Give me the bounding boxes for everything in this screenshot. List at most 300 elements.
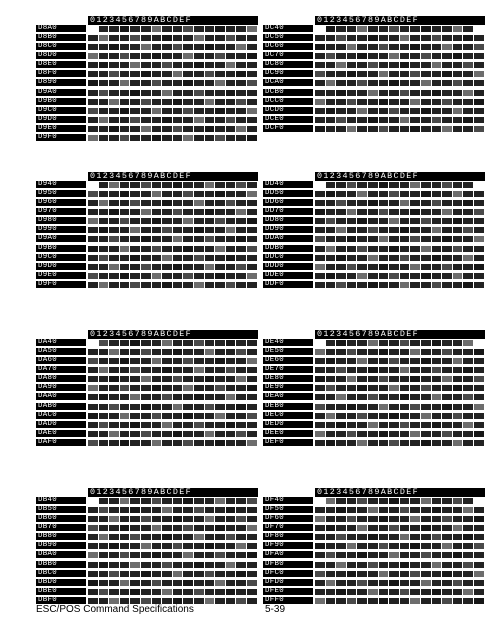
glyph-row (315, 440, 485, 446)
glyph-cell (109, 534, 119, 540)
glyph-cell (421, 273, 431, 279)
glyph-cell (226, 71, 236, 77)
glyph-cell (236, 227, 246, 233)
glyph-cell (215, 126, 225, 132)
glyph-row (88, 525, 258, 531)
glyph-cell (205, 209, 215, 215)
glyph-cell (453, 282, 463, 288)
glyph-cell (162, 99, 172, 105)
glyph-cell (173, 349, 183, 355)
glyph-cell (357, 571, 367, 577)
glyph-row (88, 53, 258, 59)
glyph-row (315, 340, 485, 346)
glyph-cell (336, 534, 346, 540)
glyph-cell (247, 108, 257, 114)
row-code: DFA0 (263, 551, 313, 558)
glyph-cell (315, 340, 325, 346)
glyph-cell (357, 209, 367, 215)
glyph-row (88, 246, 258, 252)
glyph-cell (336, 200, 346, 206)
glyph-cell (442, 367, 452, 373)
row-code: DE80 (263, 375, 313, 382)
glyph-cell (194, 227, 204, 233)
glyph-cell (400, 126, 410, 132)
glyph-cell (347, 422, 357, 428)
glyph-cell (400, 62, 410, 68)
glyph-cell (400, 182, 410, 188)
glyph-cell (162, 236, 172, 242)
glyph-cell (194, 236, 204, 242)
glyph-cell (162, 108, 172, 114)
glyph-cell (205, 516, 215, 522)
glyph-cell (183, 99, 193, 105)
glyph-cell (130, 349, 140, 355)
glyph-cell (442, 35, 452, 41)
row-code: D9F0 (36, 281, 86, 288)
glyph-cell (315, 440, 325, 446)
glyph-cell (99, 53, 109, 59)
glyph-cell (357, 349, 367, 355)
glyph-cell (463, 358, 473, 364)
glyph-row (88, 182, 258, 188)
column-header: 0123456789ABCDEF (88, 16, 258, 25)
glyph-cell (194, 62, 204, 68)
glyph-cell (236, 498, 246, 504)
glyph-cell (347, 255, 357, 261)
glyph-cell (141, 135, 151, 141)
row-code: DD60 (263, 199, 313, 206)
glyph-cell (205, 367, 215, 373)
glyph-cell (389, 349, 399, 355)
glyph-cell (194, 440, 204, 446)
glyph-cell (173, 543, 183, 549)
glyph-cell (194, 431, 204, 437)
glyph-grid (315, 339, 485, 457)
glyph-cell (120, 507, 130, 513)
glyph-cell (368, 525, 378, 531)
glyph-cell (410, 394, 420, 400)
glyph-cell (120, 516, 130, 522)
glyph-cell (326, 44, 336, 50)
glyph-cell (205, 571, 215, 577)
glyph-cell (226, 26, 236, 32)
glyph-cell (130, 236, 140, 242)
glyph-cell (453, 80, 463, 86)
glyph-cell (247, 80, 257, 86)
glyph-cell (247, 200, 257, 206)
glyph-cell (474, 440, 484, 446)
glyph-cell (389, 264, 399, 270)
glyph-cell (99, 218, 109, 224)
row-code: DEA0 (263, 393, 313, 400)
glyph-cell (463, 543, 473, 549)
glyph-cell (162, 26, 172, 32)
glyph-row (315, 182, 485, 188)
glyph-cell (357, 71, 367, 77)
glyph-cell (215, 62, 225, 68)
glyph-cell (442, 422, 452, 428)
glyph-cell (347, 580, 357, 586)
row-code: DDD0 (263, 263, 313, 270)
glyph-cell (215, 255, 225, 261)
glyph-cell (130, 246, 140, 252)
glyph-cell (99, 562, 109, 568)
glyph-cell (194, 376, 204, 382)
glyph-cell (315, 394, 325, 400)
glyph-cell (109, 349, 119, 355)
glyph-cell (205, 394, 215, 400)
glyph-cell (463, 598, 473, 604)
glyph-cell (205, 227, 215, 233)
glyph-cell (162, 394, 172, 400)
glyph-cell (463, 273, 473, 279)
glyph-cell (109, 44, 119, 50)
glyph-cell (432, 507, 442, 513)
glyph-cell (379, 71, 389, 77)
glyph-cell (141, 340, 151, 346)
row-code: DE90 (263, 384, 313, 391)
glyph-cell (226, 340, 236, 346)
glyph-cell (88, 126, 98, 132)
glyph-cell (357, 99, 367, 105)
glyph-cell (194, 367, 204, 373)
glyph-cell (88, 367, 98, 373)
glyph-cell (194, 562, 204, 568)
glyph-cell (152, 218, 162, 224)
glyph-cell (453, 200, 463, 206)
glyph-cell (152, 413, 162, 419)
glyph-cell (347, 200, 357, 206)
glyph-cell (400, 358, 410, 364)
glyph-cell (474, 71, 484, 77)
glyph-cell (347, 71, 357, 77)
glyph-cell (326, 394, 336, 400)
glyph-cell (109, 385, 119, 391)
glyph-cell (120, 182, 130, 188)
glyph-row (315, 62, 485, 68)
glyph-cell (336, 543, 346, 549)
glyph-cell (474, 507, 484, 513)
glyph-cell (88, 135, 98, 141)
glyph-cell (315, 80, 325, 86)
glyph-cell (109, 422, 119, 428)
row-code: DB80 (36, 533, 86, 540)
glyph-cell (162, 227, 172, 233)
glyph-cell (463, 440, 473, 446)
glyph-cell (421, 126, 431, 132)
glyph-cell (88, 264, 98, 270)
glyph-cell (194, 543, 204, 549)
glyph-cell (389, 367, 399, 373)
glyph-cell (226, 598, 236, 604)
glyph-cell (347, 90, 357, 96)
glyph-cell (336, 255, 346, 261)
glyph-cell (141, 90, 151, 96)
glyph-cell (336, 525, 346, 531)
glyph-cell (247, 571, 257, 577)
glyph-cell (183, 273, 193, 279)
glyph-cell (120, 589, 130, 595)
glyph-cell (347, 209, 357, 215)
glyph-cell (215, 422, 225, 428)
glyph-cell (379, 62, 389, 68)
glyph-cell (410, 209, 420, 215)
glyph-cell (474, 385, 484, 391)
glyph-cell (247, 126, 257, 132)
glyph-cell (130, 218, 140, 224)
glyph-cell (162, 413, 172, 419)
glyph-cell (432, 589, 442, 595)
glyph-cell (130, 71, 140, 77)
glyph-cell (88, 62, 98, 68)
glyph-cell (88, 340, 98, 346)
glyph-cell (357, 440, 367, 446)
glyph-cell (400, 516, 410, 522)
glyph-cell (120, 200, 130, 206)
glyph-cell (315, 498, 325, 504)
glyph-cell (315, 525, 325, 531)
glyph-cell (173, 264, 183, 270)
glyph-cell (400, 440, 410, 446)
glyph-cell (400, 80, 410, 86)
glyph-cell (326, 71, 336, 77)
glyph-cell (326, 62, 336, 68)
glyph-cell (183, 552, 193, 558)
glyph-cell (389, 589, 399, 595)
glyph-cell (315, 126, 325, 132)
glyph-cell (368, 209, 378, 215)
glyph-cell (120, 552, 130, 558)
glyph-cell (389, 507, 399, 513)
glyph-cell (453, 255, 463, 261)
glyph-cell (421, 525, 431, 531)
glyph-cell (474, 182, 484, 188)
glyph-cell (215, 367, 225, 373)
glyph-cell (226, 255, 236, 261)
glyph-cell (205, 282, 215, 288)
glyph-cell (109, 236, 119, 242)
glyph-cell (474, 273, 484, 279)
glyph-cell (205, 44, 215, 50)
row-code-column (263, 181, 313, 299)
glyph-cell (453, 236, 463, 242)
glyph-cell (421, 358, 431, 364)
glyph-cell (173, 431, 183, 437)
glyph-cell (474, 218, 484, 224)
glyph-cell (236, 534, 246, 540)
row-code: DB90 (36, 542, 86, 549)
glyph-cell (183, 422, 193, 428)
glyph-cell (453, 507, 463, 513)
glyph-cell (88, 404, 98, 410)
glyph-cell (474, 191, 484, 197)
glyph-cell (379, 440, 389, 446)
glyph-cell (88, 394, 98, 400)
glyph-grid (315, 25, 485, 143)
row-code: DC40 (263, 25, 313, 32)
glyph-cell (442, 340, 452, 346)
row-code: D8B0 (36, 34, 86, 41)
glyph-cell (247, 385, 257, 391)
glyph-cell (336, 394, 346, 400)
glyph-cell (421, 62, 431, 68)
glyph-cell (205, 99, 215, 105)
glyph-cell (88, 516, 98, 522)
glyph-cell (173, 53, 183, 59)
glyph-cell (315, 99, 325, 105)
glyph-row (315, 431, 485, 437)
glyph-cell (120, 349, 130, 355)
glyph-cell (453, 53, 463, 59)
glyph-cell (236, 525, 246, 531)
glyph-cell (357, 358, 367, 364)
glyph-cell (99, 273, 109, 279)
glyph-cell (368, 227, 378, 233)
glyph-cell (183, 218, 193, 224)
glyph-cell (474, 108, 484, 114)
glyph-cell (109, 367, 119, 373)
glyph-cell (247, 431, 257, 437)
glyph-cell (183, 340, 193, 346)
glyph-cell (410, 589, 420, 595)
glyph-cell (88, 99, 98, 105)
glyph-cell (347, 26, 357, 32)
glyph-cell (183, 525, 193, 531)
glyph-cell (141, 413, 151, 419)
glyph-cell (88, 580, 98, 586)
glyph-cell (474, 227, 484, 233)
glyph-cell (130, 580, 140, 586)
glyph-cell (99, 26, 109, 32)
glyph-cell (400, 580, 410, 586)
glyph-cell (152, 44, 162, 50)
glyph-cell (315, 589, 325, 595)
glyph-cell (463, 108, 473, 114)
glyph-cell (247, 246, 257, 252)
glyph-cell (141, 62, 151, 68)
row-code: D8E0 (36, 61, 86, 68)
glyph-cell (368, 440, 378, 446)
glyph-cell (357, 26, 367, 32)
glyph-cell (152, 543, 162, 549)
glyph-cell (453, 440, 463, 446)
glyph-cell (463, 571, 473, 577)
glyph-cell (88, 543, 98, 549)
glyph-cell (389, 422, 399, 428)
glyph-cell (347, 413, 357, 419)
glyph-cell (236, 358, 246, 364)
glyph-cell (474, 80, 484, 86)
glyph-cell (152, 182, 162, 188)
glyph-cell (88, 571, 98, 577)
glyph-cell (99, 71, 109, 77)
glyph-cell (141, 117, 151, 123)
glyph-cell (183, 108, 193, 114)
glyph-cell (141, 191, 151, 197)
glyph-cell (432, 264, 442, 270)
glyph-cell (474, 571, 484, 577)
glyph-cell (99, 200, 109, 206)
glyph-cell (336, 62, 346, 68)
glyph-cell (152, 358, 162, 364)
glyph-cell (326, 385, 336, 391)
glyph-cell (442, 182, 452, 188)
glyph-cell (410, 264, 420, 270)
glyph-row (88, 236, 258, 242)
glyph-cell (183, 385, 193, 391)
glyph-cell (247, 218, 257, 224)
glyph-cell (247, 543, 257, 549)
glyph-cell (141, 108, 151, 114)
glyph-cell (400, 108, 410, 114)
glyph-cell (453, 404, 463, 410)
glyph-cell (379, 340, 389, 346)
glyph-cell (379, 200, 389, 206)
glyph-cell (347, 53, 357, 59)
glyph-cell (109, 108, 119, 114)
glyph-cell (336, 562, 346, 568)
glyph-cell (162, 35, 172, 41)
glyph-cell (247, 227, 257, 233)
glyph-cell (120, 498, 130, 504)
glyph-cell (432, 394, 442, 400)
glyph-cell (183, 90, 193, 96)
glyph-cell (432, 404, 442, 410)
glyph-cell (463, 236, 473, 242)
glyph-cell (400, 340, 410, 346)
glyph-cell (173, 255, 183, 261)
glyph-cell (336, 498, 346, 504)
glyph-cell (109, 209, 119, 215)
glyph-cell (463, 44, 473, 50)
glyph-cell (474, 236, 484, 242)
glyph-cell (389, 273, 399, 279)
glyph-cell (162, 580, 172, 586)
glyph-cell (336, 282, 346, 288)
glyph-cell (109, 90, 119, 96)
glyph-cell (173, 340, 183, 346)
glyph-cell (152, 90, 162, 96)
glyph-cell (453, 108, 463, 114)
glyph-cell (215, 507, 225, 513)
glyph-cell (152, 99, 162, 105)
glyph-cell (315, 516, 325, 522)
glyph-row (315, 246, 485, 252)
glyph-row (315, 422, 485, 428)
glyph-cell (442, 273, 452, 279)
glyph-cell (236, 376, 246, 382)
glyph-cell (215, 135, 225, 141)
glyph-cell (205, 534, 215, 540)
glyph-cell (194, 26, 204, 32)
glyph-cell (410, 525, 420, 531)
glyph-cell (236, 589, 246, 595)
glyph-cell (152, 571, 162, 577)
glyph-cell (120, 108, 130, 114)
glyph-cell (162, 282, 172, 288)
glyph-row (315, 200, 485, 206)
glyph-cell (130, 99, 140, 105)
glyph-row (88, 62, 258, 68)
glyph-cell (205, 358, 215, 364)
row-code: D9D0 (36, 263, 86, 270)
glyph-cell (226, 413, 236, 419)
glyph-cell (226, 99, 236, 105)
glyph-cell (226, 516, 236, 522)
glyph-cell (453, 117, 463, 123)
glyph-cell (247, 135, 257, 141)
glyph-cell (442, 246, 452, 252)
